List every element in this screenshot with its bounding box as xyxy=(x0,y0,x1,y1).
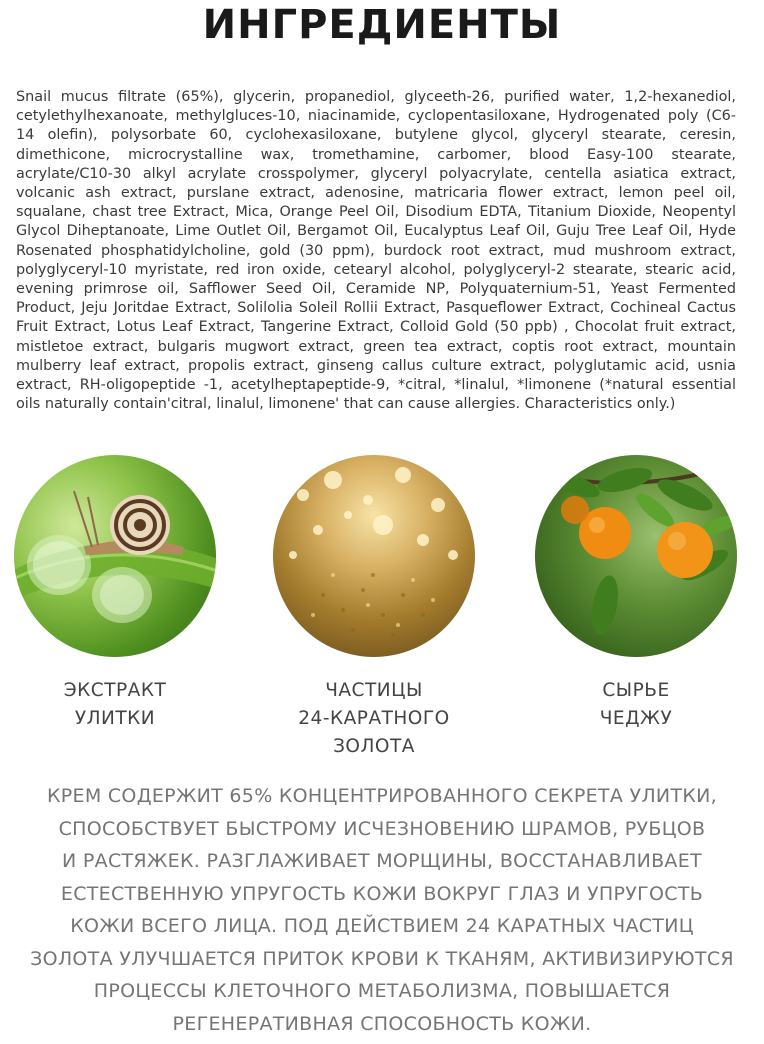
description-line: ЗОЛОТА УЛУЧШАЕТСЯ ПРИТОК КРОВИ К ТКАНЯМ, АКТИВИЗИРУЮТСЯ xyxy=(30,947,734,970)
caption-line: 24-КАРАТНОГО xyxy=(298,708,450,729)
caption-line: ЧЕДЖУ xyxy=(599,708,673,729)
snail-extract-image xyxy=(14,455,216,657)
tangerine-branch-image xyxy=(535,455,737,657)
description-line: ЕСТЕСТВЕННУЮ УПРУГОСТЬ КОЖИ ВОКРУГ ГЛАЗ И УПРУГОСТЬ xyxy=(60,882,704,905)
caption-line: ЧАСТИЦЫ xyxy=(325,680,423,701)
feature-caption-snail xyxy=(14,677,216,733)
description-line: КРЕМ СОДЕРЖИТ 65% КОНЦЕНТРИРОВАННОГО СЕКРЕТА УЛИТКИ, xyxy=(46,785,717,807)
gold-particles-image xyxy=(273,455,475,657)
feature-caption-gold xyxy=(273,677,475,761)
page-title: ИНГРЕДИЕНТЫ xyxy=(202,2,562,48)
description-line: РЕГЕНЕРАТИВНАЯ СПОСОБНОСТЬ КОЖИ. xyxy=(172,1012,592,1035)
feature-caption-jeju xyxy=(535,677,737,733)
caption-line: СЫРЬЕ xyxy=(602,680,670,701)
gold-sparkle-icon xyxy=(273,455,475,657)
product-description xyxy=(10,780,754,1040)
caption-line: УЛИТКИ xyxy=(74,708,156,729)
snail-icon xyxy=(14,455,216,657)
description-line: ПРОЦЕССЫ КЛЕТОЧНОГО МЕТАБОЛИЗМА, ПОВЫШАЕТСЯ xyxy=(93,980,671,1002)
description-line: КОЖИ ВСЕГО ЛИЦА. ПОД ДЕЙСТВИЕМ 24 КАРАТНЫХ ЧАСТИЦ xyxy=(70,915,694,937)
tangerine-icon xyxy=(535,455,737,657)
caption-line: ЭКСТРАКТ xyxy=(63,680,167,701)
description-line: И РАСТЯЖЕК. РАЗГЛАЖИВАЕТ МОРЩИНЫ, ВОССТАНАВЛИВАЕТ xyxy=(62,850,702,872)
ingredients-list: Snail mucus filtrate (65%), glycerin, propanediol, glyceeth-26, purified water, 1,2-hexanediol, cetylethylhexanoate, methylgluces-10, niacinamide, cyclopentasiloxane, Hydrogenated poly (C6-14 olefin), polysorbate 60, cyclohexasiloxane, butylene glycol, glyceryl stearate, ceresin, dimethicone, microcrystalline wax, tromethamine, carbomer, blood Easy-100 stearate, acrylate/C10-30 alkyl acrylate crosspolymer, glyceryl polyacrylate, centella asiatica extract, volcanic ash extract, purslane extract, adenosine, matricaria flower extract, lemon peel oil, squalane, chast tree Extract, Mica, Orange Peel Oil, Disodium EDTA, Titanium Dioxide, Neopentyl Glycol Diheptanoate, Lime Outlet Oil, Bergamot Oil, Eucalyptus Leaf Oil, Guju Tree Leaf Oil, Hyde Rosenated phosphatidylcholine, gold (30 ppm), burdock root extract, mud mushroom extract, polyglyceryl-10 myristate, red iron oxide, cetearyl alcohol, polyglyceryl-2 stearate, stearic acid, evening primrose oil, Safflower Seed Oil, Ceramide NP, Polyquaternium-51, Yeast Fermented Product, Jeju Joritdae Extract, Solilolia Soleil Rollii Extract, Pasqueflower Extract, Cochineal Cactus Fruit Extract, Lotus Leaf Extract, Tangerine Extract, Colloid Gold (50 ppb) , Chocolat fruit extract, mistletoe extract, bulgaris mugwort extract, green tea extract, coptis root extract, mountain mulberry leaf extract, propolis extract, ginseng callus culture extract, polyglutamic acid, usnia extract, RH-oligopeptide -1, acetylheptapeptide-9, *citral, *linalul, *limonene (*natural essential oils naturally contain'citral, linalul, limonene' that can cause allergies. Characteristics only.) xyxy=(16,89,736,413)
description-line: СПОСОБСТВУЕТ БЫСТРОМУ ИСЧЕЗНОВЕНИЮ ШРАМОВ, РУБЦОВ xyxy=(58,817,706,840)
caption-line: ЗОЛОТА xyxy=(333,736,415,757)
